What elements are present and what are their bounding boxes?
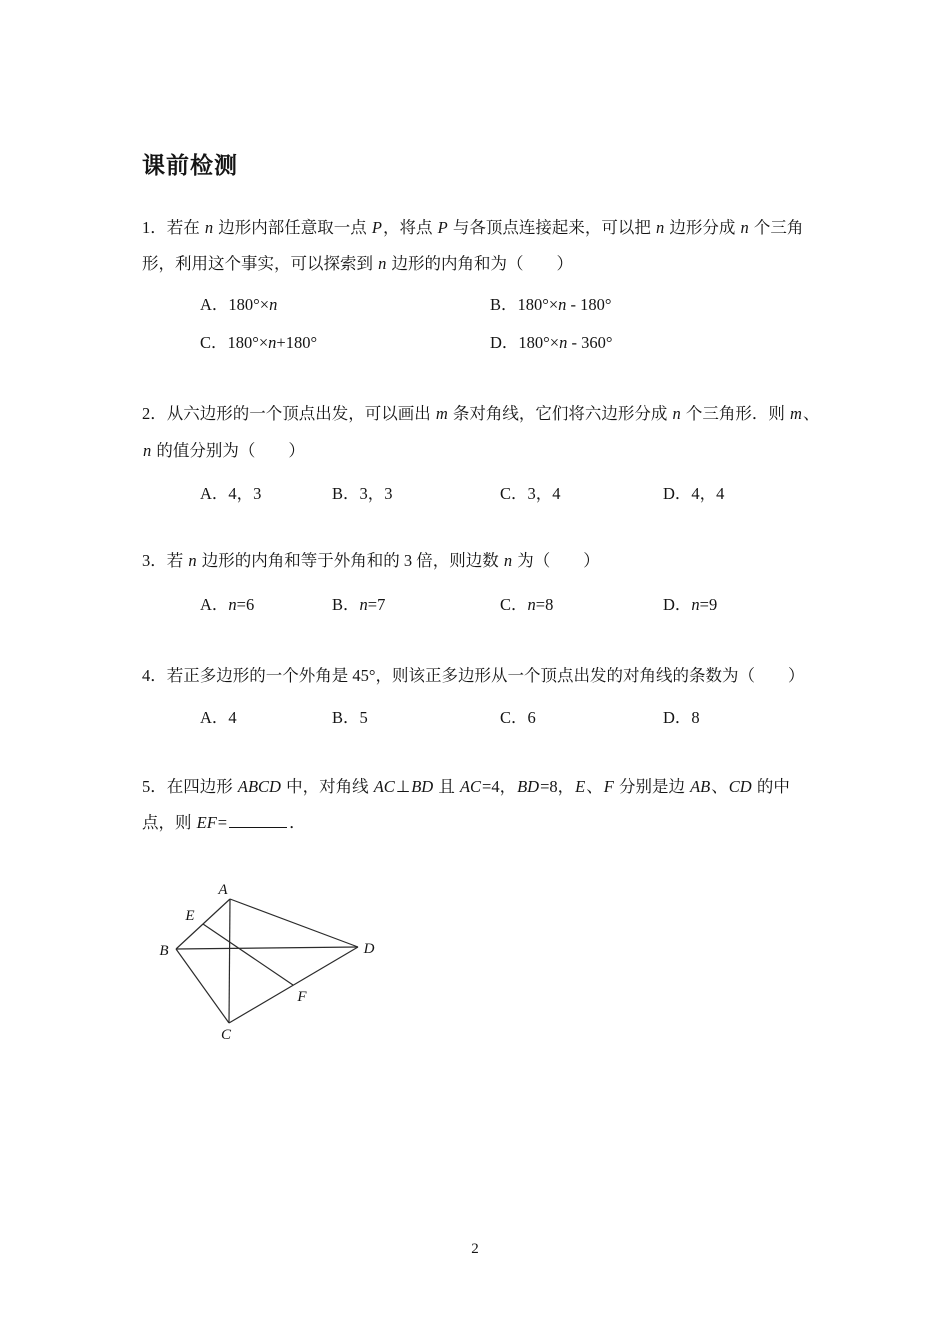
question-1-option-c: C．180°×n+180°: [200, 333, 318, 352]
question-5-stem-line-2-period: ．: [289, 813, 306, 832]
side-cd: [229, 947, 358, 1023]
question-5-stem-line-2: [142, 813, 306, 833]
vertex-label-a: A: [218, 882, 228, 898]
midpoint-label-e: E: [185, 908, 195, 924]
question-2-stem-line-2: n 的值分别为（ ）: [143, 441, 305, 460]
question-4-option-b: B．5: [332, 708, 368, 727]
question-2-option-a: A．4，3: [200, 484, 262, 503]
page-number: 2: [471, 1241, 479, 1257]
question-1-option-a: A．180°×n: [200, 295, 278, 314]
question-4-stem-line-1: 4．若正多边形的一个外角是 45°，则该正多边形从一个顶点出发的对角线的条数为（ ）: [142, 666, 805, 685]
question-5-figure: [156, 843, 396, 1043]
question-4-option-a: A．4: [200, 708, 237, 727]
page-title: 课前检测: [142, 152, 238, 178]
question-4-option-d: D．8: [663, 708, 700, 727]
segment-ef: [203, 924, 293, 985]
quadrilateral-diagram: [156, 879, 396, 1049]
question-3-option-b: B．n=7: [332, 595, 386, 614]
question-3-option-d: D．n=9: [663, 595, 718, 614]
question-1-option-b: B．180°×n - 180°: [490, 295, 612, 314]
vertex-label-b: B: [159, 943, 169, 959]
question-2-stem-line-1: 2．从六边形的一个顶点出发，可以画出 m 条对角线，它们将六边形分成 n 个三角形．则 m、: [142, 404, 820, 423]
side-bc: [176, 949, 229, 1023]
question-2-option-c: C．3，4: [500, 484, 561, 503]
question-5-stem-line-2-text: 点，则 EF=: [142, 813, 228, 832]
diagonal-ac: [229, 899, 230, 1023]
question-2-option-b: B．3，3: [332, 484, 393, 503]
question-3-option-c: C．n=8: [500, 595, 554, 614]
answer-blank: [229, 825, 287, 828]
question-1-stem-line-1: 1．若在 n 边形内部任意取一点 P，将点 P 与各顶点连接起来，可以把 n 边形分成 n 个三角: [142, 218, 804, 237]
midpoint-label-f: F: [297, 989, 307, 1005]
vertex-label-c: C: [220, 1027, 232, 1043]
question-2-option-d: D．4，4: [663, 484, 725, 503]
question-1-option-d: D．180°×n - 360°: [490, 333, 613, 352]
question-1-stem-line-2: 形，利用这个事实，可以探索到 n 边形的内角和为（ ）: [142, 254, 573, 273]
vertex-label-d: D: [363, 941, 375, 957]
question-3-option-a: A．n=6: [200, 595, 255, 614]
diagonal-bd: [176, 947, 358, 949]
question-4-option-c: C．6: [500, 708, 536, 727]
question-5-stem-line-1: 5．在四边形 ABCD 中，对角线 AC⊥BD 且 AC=4，BD=8，E、F 分别是边 AB、CD 的中: [142, 777, 790, 796]
question-3-stem-line-1: 3．若 n 边形的内角和等于外角和的 3 倍，则边数 n 为（ ）: [142, 551, 600, 570]
side-da: [230, 899, 358, 947]
